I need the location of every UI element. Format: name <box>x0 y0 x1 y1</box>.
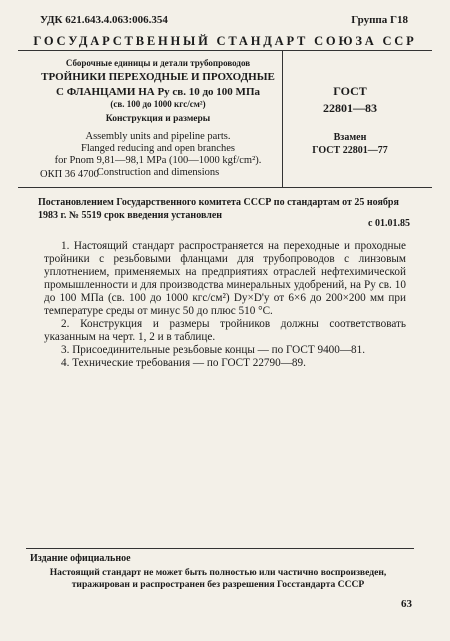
gost-label: ГОСТ <box>333 84 367 98</box>
top-rule <box>18 50 432 51</box>
gost-number: 22801—83 <box>323 101 377 115</box>
udk-code: УДК 621.643.4.063:006.354 <box>40 14 168 26</box>
bottom-rule <box>26 548 414 549</box>
title-block <box>40 58 276 179</box>
decree-text: Постановлением Государственного комитета СССР по стандартам от 25 ноября 1983 г. № 5519 срок введения установлен <box>38 197 399 221</box>
ru-title-line3: (св. 100 до 1000 кгс/см²) <box>110 99 206 109</box>
title-divider <box>282 51 283 187</box>
paragraph-2: 2. Конструкция и размеры тройников должны соответствовать указанным на черт. 1, 2 и в таблице. <box>44 318 406 343</box>
middle-rule <box>18 187 432 188</box>
paragraph-3: 3. Присоединительные резьбовые концы — по ГОСТ 9400—81. <box>61 344 366 356</box>
ru-title-line1: ТРОЙНИКИ ПЕРЕХОДНЫЕ И ПРОХОДНЫЕ <box>41 71 275 83</box>
official-edition-label: Издание официальное <box>30 553 131 564</box>
okp-code: ОКП 36 4700 <box>40 169 99 180</box>
en-title-line1: Assembly units and pipeline parts. <box>85 131 231 142</box>
ru-subtitle: Конструкция и размеры <box>105 114 211 124</box>
en-title-line2: Flanged reducing and open branches <box>81 143 235 154</box>
en-title-line4: Construction and dimensions <box>96 167 220 178</box>
category-label: Сборочные единицы и детали трубопроводов <box>65 58 251 68</box>
standard-title: ГОСУДАРСТВЕННЫЙ СТАНДАРТ СОЮЗА ССР <box>33 34 417 48</box>
replace-number: ГОСТ 22801—77 <box>312 145 388 156</box>
en-title-line3: for Pnom 9,81—98,1 MPa (100—1000 kgf/cm²). <box>54 155 262 166</box>
ru-title-line2: С ФЛАНЦАМИ НА Pу св. 10 до 100 МПа <box>56 85 260 98</box>
page-number: 63 <box>401 598 412 610</box>
group-code: Группа Г18 <box>351 14 408 26</box>
reprint-notice: Настоящий стандарт не может быть полностью или частично воспроизведен, тиражирован и распространен без разрешения Госстандарта СССР <box>49 567 387 590</box>
effective-date: с 01.01.85 <box>368 218 410 229</box>
paragraph-1: 1. Настоящий стандарт распространяется на переходные и проходные тройники с резьбовыми фланцами для трубопроводов с линзовым уплотнением, применяемых на предприятиях отраслей нефтехимической промышленности и для производства минеральных удобрений, на Pу св. 10 до 100 МПа (св. 100 до 1000 кгс/см²) Dу×D'у от 6×6 до 200×200 мм при температуре среды от минус 50 до плюс 510 °С. <box>44 240 406 317</box>
paragraph-4: 4. Технические требования — по ГОСТ 22790—89. <box>61 357 306 369</box>
body-text <box>44 240 406 370</box>
replace-label: Взамен <box>333 132 367 143</box>
